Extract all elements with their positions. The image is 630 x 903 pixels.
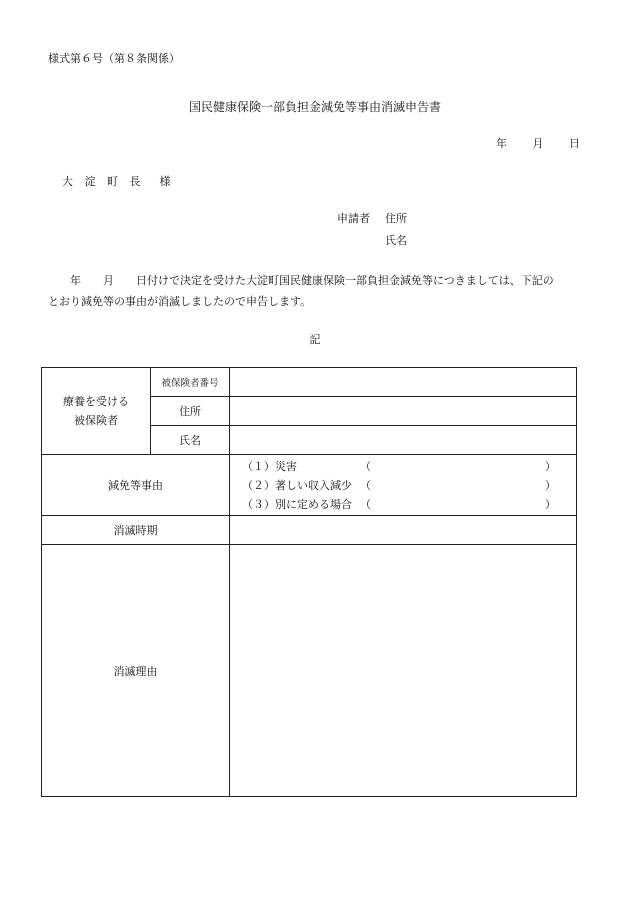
insured-group-label (42, 368, 151, 455)
applicant-address-label: 住所 (385, 212, 407, 225)
date-line (496, 135, 580, 151)
reason-option-text: （３）別に定める場合 (242, 497, 352, 511)
insured-number-field[interactable] (230, 368, 577, 397)
applicant-name-label: 氏名 (385, 234, 407, 247)
reason-option-text: （１）災害 (242, 459, 297, 473)
applicant-address-row (337, 210, 407, 226)
declaration-text (48, 270, 583, 312)
extinction-date-field[interactable] (230, 516, 577, 545)
reason-open-paren: （ (360, 478, 371, 492)
reason-option-other[interactable] (230, 495, 576, 514)
document-title: 国民健康保険一部負担金減免等事由消滅申告書 (188, 100, 441, 114)
reason-options (230, 455, 577, 516)
addressee: 大 淀 町 長 様 (62, 175, 175, 188)
name-label: 氏名 (151, 426, 230, 455)
insured-number-label: 被保険者番号 (151, 368, 230, 397)
form-number: 様式第６号（第８条関係） (48, 52, 180, 65)
extinction-date-label: 消滅時期 (42, 516, 230, 545)
extinction-reason-field[interactable] (230, 545, 577, 797)
reason-option-text: （２）著しい収入減少 (242, 478, 352, 492)
declaration-line-2: とおり減免等の事由が消滅しましたので申告します。 (48, 295, 312, 308)
applicant-name-row (385, 232, 407, 248)
reason-close-paren: ） (545, 478, 556, 492)
date-month-label: 月 (532, 137, 544, 150)
applicant-label: 申請者 (337, 212, 370, 225)
declaration-line-1: 年 月 日付けで決定を受けた大淀町国民健康保険一部負担金減免等につきましては、下記の (70, 274, 554, 287)
reason-open-paren: （ (360, 497, 371, 511)
extinction-reason-label: 消滅理由 (42, 545, 230, 797)
address-label: 住所 (151, 397, 230, 426)
reason-option-disaster[interactable] (230, 457, 576, 476)
date-day-label: 日 (569, 137, 580, 150)
name-field[interactable] (230, 426, 577, 455)
reason-close-paren: ） (545, 497, 556, 511)
address-field[interactable] (230, 397, 577, 426)
reason-option-income-decrease[interactable] (230, 476, 576, 495)
ki-heading: 記 (309, 333, 321, 346)
insured-group-line-1: 療養を受ける (63, 395, 129, 408)
date-year-label: 年 (496, 137, 507, 150)
reason-close-paren: ） (545, 459, 556, 473)
insured-group-line-2: 被保険者 (74, 414, 118, 427)
application-table (41, 367, 577, 797)
reason-open-paren: （ (360, 459, 371, 473)
reason-label: 減免等事由 (42, 455, 230, 516)
